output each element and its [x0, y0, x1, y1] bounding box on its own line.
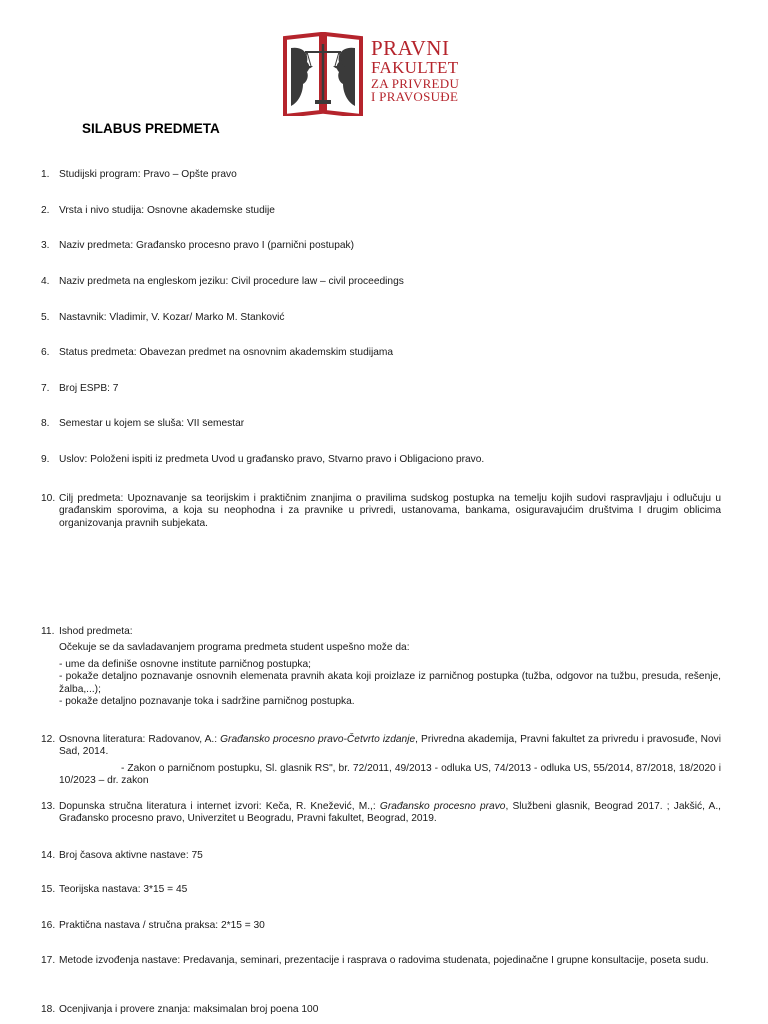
- item-number: 3.: [41, 240, 50, 251]
- item-number: 13.: [41, 801, 56, 812]
- item-number: 1.: [41, 169, 50, 180]
- item-number: 10.: [41, 493, 56, 504]
- item-number: 15.: [41, 884, 56, 895]
- item-number: 4.: [41, 276, 50, 287]
- logo-wordmark: [371, 38, 459, 103]
- syllabus-item-15: [41, 884, 721, 896]
- syllabus-item-14: [41, 850, 721, 862]
- item-number: 16.: [41, 920, 56, 931]
- item-text: Teorijska nastava: 3*15 = 45: [59, 884, 188, 895]
- item-number: 14.: [41, 850, 56, 861]
- book-title: Građansko procesno pravo-Četvrto izdanje: [220, 734, 416, 745]
- syllabus-item-4: [41, 276, 721, 288]
- outcome-item: - ume da definiše osnovne institute parničnog postupka;: [59, 658, 312, 670]
- literature-prefix: Osnovna literatura: Radovanov, A.:: [59, 734, 221, 745]
- item-heading: Ishod predmeta:: [59, 626, 133, 637]
- law-reference: - Zakon o parničnom postupku, Sl. glasnik RS", br. 72/2011, 49/2013 - odluka US, 74/2013 - odluka US, 55/2014, 87/2018, 18/2020 i 10/2023 – dr. zakon: [59, 762, 721, 787]
- literature-suffix: , Privredna akademija, Pravni fakultet za privredu i pravosuđe, Novi Sad, 2014.: [59, 734, 721, 758]
- item-number: 2.: [41, 205, 50, 216]
- item-text: Studijski program: Pravo – Opšte pravo: [59, 169, 237, 180]
- syllabus-item-3: [41, 240, 721, 252]
- outcome-intro: Očekuje se da savladavanjem programa predmeta student uspešno može da:: [59, 642, 410, 654]
- syllabus-item-12: [41, 734, 721, 788]
- item-text: Semestar u kojem se sluša: VII semestar: [59, 418, 245, 429]
- item-text: Vrsta i nivo studija: Osnovne akademske studije: [59, 205, 275, 216]
- basic-literature: [59, 734, 721, 759]
- item-text: Uslov: Položeni ispiti iz predmeta Uvod u građansko pravo, Stvarno pravo i Obligaciono pravo.: [59, 454, 485, 465]
- item-number: 5.: [41, 312, 50, 323]
- syllabus-item-8: [41, 418, 721, 430]
- syllabus-item-1: [41, 169, 721, 181]
- syllabus-item-2: [41, 205, 721, 217]
- item-number: 12.: [41, 734, 56, 745]
- item-text: Broj časova aktivne nastave: 75: [59, 850, 203, 861]
- syllabus-item-18: [41, 1004, 721, 1016]
- item-number: 6.: [41, 347, 50, 358]
- item-text: Nastavnik: Vladimir, V. Kozar/ Marko M. Stanković: [59, 312, 285, 323]
- item-number: 8.: [41, 418, 50, 429]
- syllabus-item-10: [41, 493, 721, 530]
- item-number: 17.: [41, 955, 56, 966]
- supplementary-literature: [59, 801, 721, 826]
- logo-line-4: I PRAVOSUĐE: [371, 89, 459, 104]
- logo-line-3: ZA PRIVREDU: [371, 76, 460, 91]
- outcome-item: - pokaže detaljno poznavanje toka i sadržine parničnog postupka.: [59, 696, 355, 708]
- literature-suffix: , Službeni glasnik, Beograd 2017. ; Jakšić, A., Građansko procesno pravo, Univerzitet u Beogradu, Pravni fakultet, Beograd, 2019.: [59, 801, 722, 825]
- item-text: Praktična nastava / stručna praksa: 2*15 = 30: [59, 920, 265, 931]
- syllabus-item-16: [41, 920, 721, 932]
- syllabus-item-5: [41, 312, 721, 324]
- scales-of-justice-icon: [281, 32, 367, 116]
- item-number: 9.: [41, 454, 50, 465]
- item-text: Ocenjivanja i provere znanja: maksimalan broj poena 100: [59, 1004, 319, 1015]
- item-text: Naziv predmeta na engleskom jeziku: Civil procedure law – civil proceedings: [59, 276, 404, 287]
- item-text: Metode izvođenja nastave: Predavanja, seminari, prezentacije i rasprava o radovima studenata, pojedinačne I grupne konsultacije, poseta sudu.: [59, 955, 709, 966]
- logo-line-2: FAKULTET: [371, 58, 459, 77]
- outcome-item: - pokaže detaljno poznavanje osnovnih elemenata pravnih akata koji proizlaze iz parničnog postupka (tužba, odgovor na tužbu, presuda, rešenje, žalba,...);: [59, 671, 721, 695]
- item-text: Cilj predmeta: Upoznavanje sa teorijskim i praktičnim znanjima o pravilima sudskog postupka na temelju kojih sudovi raspravljaju i odlučuju u građanskim sporovima, a koja su neophodna i za pravnike u privredi, ustanovama, bankama, osiguravajućim društvima I drugim oblicima organizovanja pravnih subjekata.: [59, 493, 721, 529]
- syllabus-item-6: [41, 347, 721, 359]
- item-text: Broj ESPB: 7: [59, 383, 119, 394]
- syllabus-item-11: [41, 626, 721, 708]
- item-text: Status predmeta: Obavezan predmet na osnovnim akademskim studijama: [59, 347, 394, 358]
- syllabus-item-17: [41, 955, 721, 967]
- faculty-logo: [281, 32, 481, 116]
- syllabus-item-7: [41, 383, 721, 395]
- literature-prefix: Dopunska stručna literatura i internet izvori: Keča, R. Knežević, M.,:: [59, 801, 380, 812]
- item-number: 18.: [41, 1004, 56, 1015]
- syllabus-item-13: [41, 801, 721, 826]
- document-title: SILABUS PREDMETA: [82, 121, 220, 136]
- item-number: 11.: [41, 626, 55, 637]
- syllabus-item-9: [41, 454, 721, 466]
- item-number: 7.: [41, 383, 50, 394]
- logo-line-1: PRAVNI: [371, 36, 450, 60]
- item-text: Naziv predmeta: Građansko procesno pravo I (parnični postupak): [59, 240, 355, 251]
- book-title: Građansko procesno pravo: [379, 801, 506, 812]
